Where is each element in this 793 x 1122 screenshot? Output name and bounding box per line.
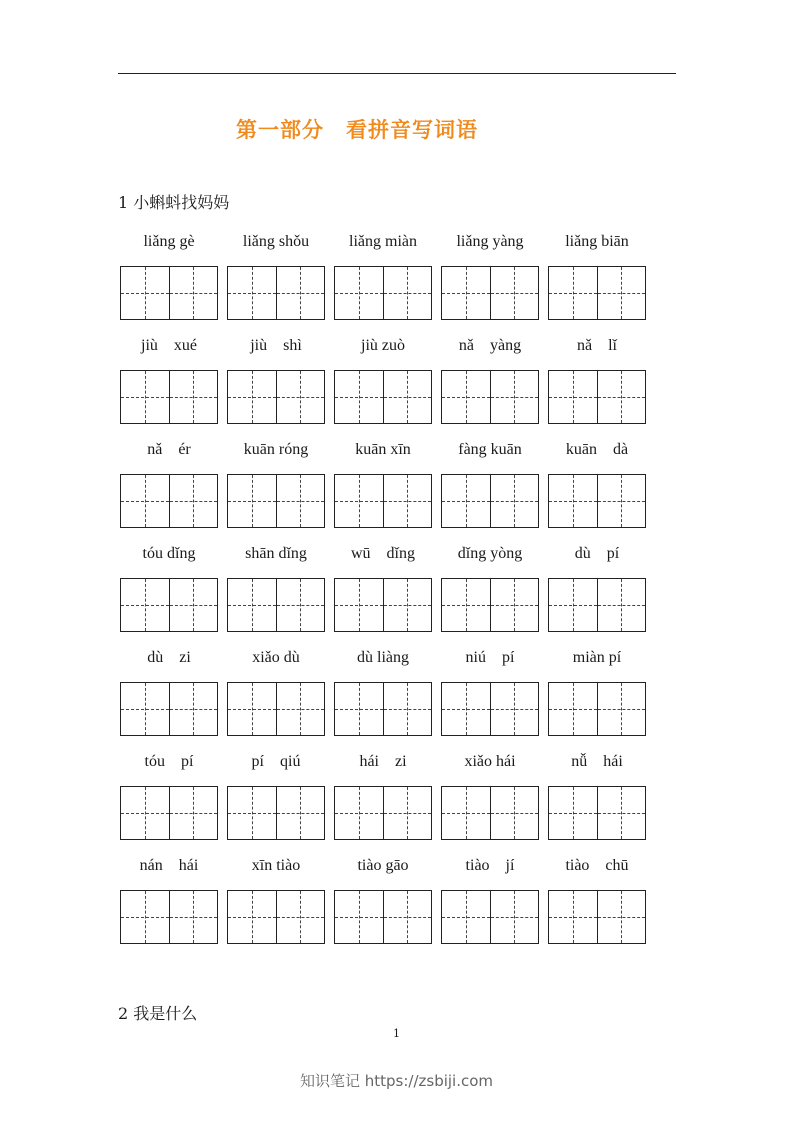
pinyin-label: jiù xué [141, 337, 197, 354]
character-square[interactable] [442, 579, 490, 631]
exercise-item [334, 228, 432, 320]
pinyin-label: jiù zuò [361, 337, 405, 354]
page-number: 1 [393, 1027, 400, 1040]
character-square[interactable] [276, 787, 325, 839]
writing-box[interactable] [227, 474, 325, 528]
exercise-item [120, 748, 218, 840]
writing-box[interactable] [227, 578, 325, 632]
character-square[interactable] [276, 371, 325, 423]
character-square[interactable] [121, 371, 169, 423]
character-square[interactable] [121, 891, 169, 943]
exercise-item [334, 748, 432, 840]
writing-box[interactable] [120, 474, 218, 528]
pinyin-label: tiào gāo [357, 857, 409, 874]
writing-box[interactable] [548, 786, 646, 840]
pinyin-label: nán hái [139, 857, 199, 874]
pinyin-label: liǎng biān [565, 233, 629, 250]
writing-box[interactable] [120, 370, 218, 424]
character-square[interactable] [383, 891, 432, 943]
pinyin-label: tóu dǐng [142, 545, 196, 562]
pinyin-label: wū dǐng [350, 545, 415, 562]
pinyin-label: dù pí [574, 545, 620, 562]
character-square[interactable] [597, 475, 646, 527]
character-square[interactable] [335, 475, 383, 527]
writing-box[interactable] [548, 266, 646, 320]
character-square[interactable] [442, 891, 490, 943]
character-square[interactable] [442, 683, 490, 735]
exercise-row [120, 644, 650, 748]
pinyin-label: liǎng yàng [456, 233, 524, 250]
exercise-item [548, 332, 646, 424]
character-square[interactable] [276, 891, 325, 943]
exercise-item [441, 748, 539, 840]
pinyin-label: xiǎo dù [252, 649, 300, 666]
exercise-item [227, 332, 325, 424]
exercise-row [120, 332, 650, 436]
exercise-item [227, 748, 325, 840]
writing-box[interactable] [334, 682, 432, 736]
writing-box[interactable] [120, 890, 218, 944]
exercise-item [227, 540, 325, 632]
exercise-item [120, 228, 218, 320]
exercise-item [120, 644, 218, 736]
character-square[interactable] [549, 579, 597, 631]
character-square[interactable] [228, 475, 276, 527]
writing-box[interactable] [334, 890, 432, 944]
character-square[interactable] [121, 267, 169, 319]
exercise-row [120, 852, 650, 956]
character-square[interactable] [597, 371, 646, 423]
writing-box[interactable] [441, 578, 539, 632]
character-square[interactable] [549, 787, 597, 839]
exercise-item [120, 436, 218, 528]
pinyin-label: tóu pí [144, 753, 194, 770]
character-square[interactable] [276, 579, 325, 631]
character-square[interactable] [383, 267, 432, 319]
character-square[interactable] [442, 371, 490, 423]
pinyin-label: tiào chū [565, 857, 629, 874]
exercise-item [334, 332, 432, 424]
writing-box[interactable] [548, 370, 646, 424]
character-square[interactable] [121, 683, 169, 735]
writing-box[interactable] [334, 474, 432, 528]
pinyin-label: liǎng gè [143, 233, 195, 250]
character-square[interactable] [276, 267, 325, 319]
character-square[interactable] [549, 475, 597, 527]
pinyin-label: jiù shì [250, 337, 302, 354]
character-square[interactable] [335, 267, 383, 319]
pinyin-label: niú pí [465, 649, 515, 666]
writing-box[interactable] [441, 474, 539, 528]
pinyin-label: liǎng shǒu [242, 233, 310, 250]
character-square[interactable] [383, 683, 432, 735]
character-square[interactable] [335, 371, 383, 423]
pinyin-label: xīn tiào [251, 857, 301, 874]
character-square[interactable] [121, 579, 169, 631]
exercise-item [227, 852, 325, 944]
pinyin-label: pí qiú [251, 753, 301, 770]
character-square[interactable] [169, 683, 218, 735]
writing-box[interactable] [227, 682, 325, 736]
character-square[interactable] [597, 579, 646, 631]
character-square[interactable] [549, 371, 597, 423]
exercise-item [334, 644, 432, 736]
pinyin-label: dù liàng [357, 649, 409, 666]
exercise-item [120, 852, 218, 944]
exercise-item [334, 852, 432, 944]
writing-box[interactable] [441, 682, 539, 736]
character-square[interactable] [228, 267, 276, 319]
pinyin-label: xiǎo hái [464, 753, 516, 770]
character-square[interactable] [169, 787, 218, 839]
pinyin-label: hái zi [359, 753, 407, 770]
pinyin-label: dù zi [147, 649, 191, 666]
character-square[interactable] [442, 475, 490, 527]
character-square[interactable] [597, 787, 646, 839]
character-square[interactable] [169, 891, 218, 943]
character-square[interactable] [276, 475, 325, 527]
writing-box[interactable] [441, 266, 539, 320]
writing-box[interactable] [334, 578, 432, 632]
writing-box[interactable] [548, 474, 646, 528]
exercise-item [120, 332, 218, 424]
exercise-item [441, 644, 539, 736]
character-square[interactable] [490, 475, 539, 527]
exercise-row [120, 748, 650, 852]
character-square[interactable] [490, 787, 539, 839]
character-square[interactable] [549, 267, 597, 319]
writing-box[interactable] [334, 266, 432, 320]
writing-box[interactable] [441, 890, 539, 944]
pinyin-label: kuān dà [565, 441, 629, 458]
character-square[interactable] [597, 891, 646, 943]
character-square[interactable] [383, 371, 432, 423]
character-square[interactable] [442, 787, 490, 839]
writing-box[interactable] [227, 890, 325, 944]
character-square[interactable] [335, 683, 383, 735]
writing-box[interactable] [441, 370, 539, 424]
exercise-row [120, 436, 650, 540]
character-square[interactable] [121, 475, 169, 527]
character-square[interactable] [121, 787, 169, 839]
writing-box[interactable] [441, 786, 539, 840]
exercise-item [120, 540, 218, 632]
exercise-item [441, 540, 539, 632]
watermark-link[interactable]: 知识笔记 https://zsbiji.com [299, 1072, 494, 1090]
pinyin-label: nǚ hái [571, 753, 623, 770]
character-square[interactable] [490, 683, 539, 735]
character-square[interactable] [490, 371, 539, 423]
writing-box[interactable] [334, 370, 432, 424]
character-square[interactable] [490, 579, 539, 631]
exercise-row [120, 540, 650, 644]
exercise-item [227, 228, 325, 320]
writing-box[interactable] [334, 786, 432, 840]
character-square[interactable] [228, 371, 276, 423]
section-1-heading: 1 小蝌蚪找妈妈 [118, 193, 230, 212]
exercise-item [548, 748, 646, 840]
exercise-item [441, 332, 539, 424]
writing-box[interactable] [227, 266, 325, 320]
pinyin-label: nǎ lǐ [577, 337, 617, 354]
character-square[interactable] [549, 683, 597, 735]
writing-box[interactable] [120, 578, 218, 632]
pinyin-label: nǎ ér [147, 441, 191, 458]
character-square[interactable] [597, 267, 646, 319]
writing-box[interactable] [548, 890, 646, 944]
character-square[interactable] [228, 787, 276, 839]
exercise-item [548, 228, 646, 320]
pinyin-label: nǎ yàng [458, 337, 522, 354]
writing-box[interactable] [227, 370, 325, 424]
exercise-item [441, 228, 539, 320]
exercise-item [441, 436, 539, 528]
writing-box[interactable] [120, 786, 218, 840]
character-square[interactable] [383, 787, 432, 839]
pinyin-label: kuān xīn [355, 441, 411, 458]
writing-box[interactable] [548, 578, 646, 632]
character-square[interactable] [383, 579, 432, 631]
exercise-item [334, 436, 432, 528]
character-square[interactable] [442, 267, 490, 319]
character-square[interactable] [228, 579, 276, 631]
character-square[interactable] [276, 683, 325, 735]
exercise-item [441, 852, 539, 944]
pinyin-label: kuān róng [243, 441, 309, 458]
writing-box[interactable] [120, 682, 218, 736]
character-square[interactable] [169, 579, 218, 631]
character-square[interactable] [169, 371, 218, 423]
character-square[interactable] [228, 891, 276, 943]
page-title: 第一部分 看拼音写词语 [236, 118, 478, 142]
pinyin-label: tiào jí [465, 857, 515, 874]
exercise-item [227, 644, 325, 736]
exercise-row [120, 228, 650, 332]
pinyin-label: shān dǐng [245, 545, 307, 562]
pinyin-label: dǐng yòng [457, 545, 523, 562]
character-square[interactable] [169, 475, 218, 527]
character-square[interactable] [549, 891, 597, 943]
pinyin-label: liǎng miàn [349, 233, 417, 250]
exercise-item [334, 540, 432, 632]
character-square[interactable] [490, 891, 539, 943]
exercise-item [548, 644, 646, 736]
pinyin-label: miàn pí [572, 649, 622, 666]
character-square[interactable] [597, 683, 646, 735]
exercise-item [548, 436, 646, 528]
pinyin-exercise-grid [120, 228, 650, 956]
pinyin-label: fàng kuān [458, 441, 522, 458]
exercise-item [548, 852, 646, 944]
section-2-heading: 2 我是什么 [118, 1004, 198, 1023]
character-square[interactable] [335, 891, 383, 943]
writing-box[interactable] [227, 786, 325, 840]
writing-box[interactable] [120, 266, 218, 320]
character-square[interactable] [490, 267, 539, 319]
character-square[interactable] [228, 683, 276, 735]
exercise-item [227, 436, 325, 528]
character-square[interactable] [169, 267, 218, 319]
character-square[interactable] [383, 475, 432, 527]
character-square[interactable] [335, 579, 383, 631]
character-square[interactable] [335, 787, 383, 839]
header-rule [118, 73, 676, 74]
writing-box[interactable] [548, 682, 646, 736]
exercise-item [548, 540, 646, 632]
